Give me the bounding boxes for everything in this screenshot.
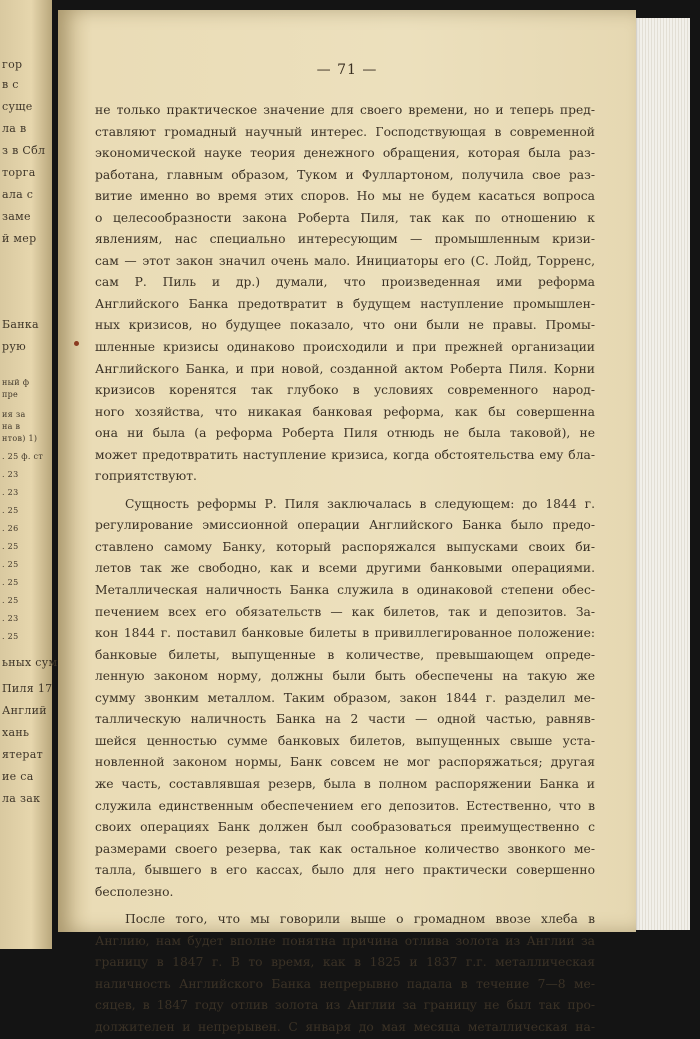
text-line: сам Р. Пиль и др.) думали, что произведенная ими реформа xyxy=(95,275,595,290)
left-page-fragment: Пиля 17 xyxy=(2,682,53,695)
left-page-fragment: ла зак xyxy=(2,792,41,805)
left-page-fragment: . 25 xyxy=(2,542,19,551)
text-line: витие именно во время этих споров. Но мы не будем касаться вопроса xyxy=(95,189,595,204)
text-line: Сущность реформы Р. Пиля заключалась в следующем: до 1844 г. xyxy=(125,496,595,511)
text-line: шейся ценностью сумме банковых билетов, выпущенных свыше уста- xyxy=(95,733,595,748)
text-line: гоприятствуют. xyxy=(95,469,197,484)
ink-mark xyxy=(74,341,79,346)
text-line: шленные кризисы одинаково происходили и при прежней организации xyxy=(95,340,595,355)
paragraph-3 xyxy=(95,909,595,1038)
left-page-fragment: торга xyxy=(2,166,36,179)
text-line: Английского Банка предотвратит в будущем наступление промышлен- xyxy=(95,296,595,311)
page-number: — 71 — xyxy=(316,62,378,78)
left-page-fragment: з в Сбл xyxy=(2,144,46,157)
text-line: явлениям, нас специально интересующим — промышленным кризи- xyxy=(95,232,595,247)
text-line: она ни была (а реформа Роберта Пиля отнюдь не была таковой), не xyxy=(95,426,595,441)
left-page-fragment: нтов) 1) xyxy=(2,434,38,443)
text-line: границу в 1847 г. В то время, как в 1825 и 1837 г.г. металлическая xyxy=(95,955,595,970)
left-page-fragment: . 23 xyxy=(2,488,19,497)
left-page-fragment: . 25 xyxy=(2,506,19,515)
text-line: должителен и непрерывен. С января до мая месяца металлическая на- xyxy=(95,1019,595,1034)
text-line: экономической науке теория денежного обращения, которая была раз- xyxy=(95,146,595,161)
left-page-fragment: пре xyxy=(2,390,19,399)
left-page-fragment: Банка xyxy=(2,318,39,331)
text-line: таллическую наличность Банка на 2 части — одной частью, равняв- xyxy=(95,712,595,727)
left-page-fragment: . 25 xyxy=(2,560,19,569)
left-page-fragment: в с xyxy=(2,78,19,91)
text-line: летов так же свободно, как и всеми другими банковыми операциями. xyxy=(95,561,595,576)
left-page-fragment: . 23 xyxy=(2,470,19,479)
text-line: же часть, составлявшая резерв, была в полном распоряжении Банка и xyxy=(95,776,595,791)
text-line: о целесообразности закона Роберта Пиля, так как по отношению к xyxy=(95,210,595,225)
paragraph-1 xyxy=(95,100,595,488)
text-line: регулирование эмиссионной операции Английского Банка было предо- xyxy=(95,518,595,533)
text-line: сумму звонким металлом. Таким образом, закон 1844 г. разделил ме- xyxy=(95,690,595,705)
previous-page-edge xyxy=(0,0,58,949)
left-page-fragment: ьных сум xyxy=(2,656,58,669)
left-page-fragment: хань xyxy=(2,726,30,739)
text-line: банковые билеты, выпущенные в количестве, превышающем опреде- xyxy=(95,647,595,662)
text-line: Металлическая наличность Банка служила в одинаковой степени обес- xyxy=(95,583,595,598)
text-line: талла, бывшего в его кассах, было для него практически совершенно xyxy=(95,863,595,878)
text-line: Англию, нам будет вполне понятна причина отлива золота из Англии за xyxy=(95,933,595,948)
left-page-fragment: . 25 xyxy=(2,578,19,587)
text-line: бесполезно. xyxy=(95,884,174,899)
left-page-fragment: . 25 xyxy=(2,596,19,605)
paragraph-2 xyxy=(95,494,595,903)
left-page-fragment: . 23 xyxy=(2,614,19,623)
left-page-fragment: рую xyxy=(2,340,26,353)
text-line: может предотвратить наступление кризиса, когда обстоятельства ему бла- xyxy=(95,447,595,462)
text-line: После того, что мы говорили выше о громадном ввозе хлеба в xyxy=(125,912,595,927)
left-page-fragment: заме xyxy=(2,210,31,223)
left-page-fragment: ный ф xyxy=(2,378,30,387)
left-page-fragment: ие са xyxy=(2,770,34,783)
left-page-fragment: гор xyxy=(2,58,23,71)
text-line: служила единственным обеспечением его депозитов. Естественно, что в xyxy=(95,798,595,813)
text-line: Английского Банка, и при новой, созданной актом Роберта Пиля. Корни xyxy=(95,361,595,376)
text-line: сам — этот закон значил очень мало. Инициаторы его (С. Лойд, Торренс, xyxy=(95,253,595,268)
text-line: ленную законом норму, должны были быть обеспечены на такую же xyxy=(95,669,595,684)
text-line: сяцев, в 1847 году отлив золота из Англии за границу не был так про- xyxy=(95,998,595,1013)
left-page-fragment: ия за xyxy=(2,410,26,419)
text-line: наличность Английского Банка непрерывно падала в течение 7—8 ме- xyxy=(95,976,595,991)
left-page-fragment: ла в xyxy=(2,122,27,135)
page-text xyxy=(95,100,595,1039)
text-line: ставлено самому Банку, который распоряжался выпусками своих би- xyxy=(95,539,595,554)
left-page-fragment: . 25 xyxy=(2,632,19,641)
book-page xyxy=(58,10,636,1034)
text-line: кон 1844 г. поставил банковые билеты в привиллегированное положение: xyxy=(95,626,595,641)
text-line: не только практическое значение для своего времени, но и теперь пред- xyxy=(95,103,595,117)
text-line: кризисов коренятся так глубоко в условиях современного народ- xyxy=(95,383,595,398)
text-line: новленной законом нормы, Банк совсем не мог распоряжаться; другая xyxy=(95,755,595,770)
text-line: ставляют громадный научный интерес. Господствующая в современной xyxy=(95,124,595,139)
text-line: ных кризисов, но будущее показало, что они были не правы. Промы- xyxy=(95,318,595,333)
left-page-fragment: . 25 ф. ст xyxy=(2,452,44,461)
left-page-fragment: ятерат xyxy=(2,748,44,761)
text-line: ного хозяйства, что никакая банковая реформа, как бы совершенна xyxy=(95,404,595,419)
left-page-fragment: Англий xyxy=(2,704,47,717)
text-line: печением всех его обязательств — как билетов, так и депозитов. За- xyxy=(95,604,595,619)
left-page-fragment: . 26 xyxy=(2,524,19,533)
text-line: размерами своего резерва, так как остальное количество звонкого ме- xyxy=(95,841,595,856)
left-page-fragment: ала с xyxy=(2,188,34,201)
text-line: своих операциях Банк должен был сообразоваться преимущественно с xyxy=(95,820,595,835)
page-stack-edge xyxy=(634,18,690,930)
left-page-fragment: суще xyxy=(2,100,33,113)
left-page-fragment: на в xyxy=(2,422,21,431)
left-page-fragment: й мер xyxy=(2,232,37,245)
text-line: работана, главным образом, Туком и Фуллартоном, получила свое раз- xyxy=(95,167,595,182)
